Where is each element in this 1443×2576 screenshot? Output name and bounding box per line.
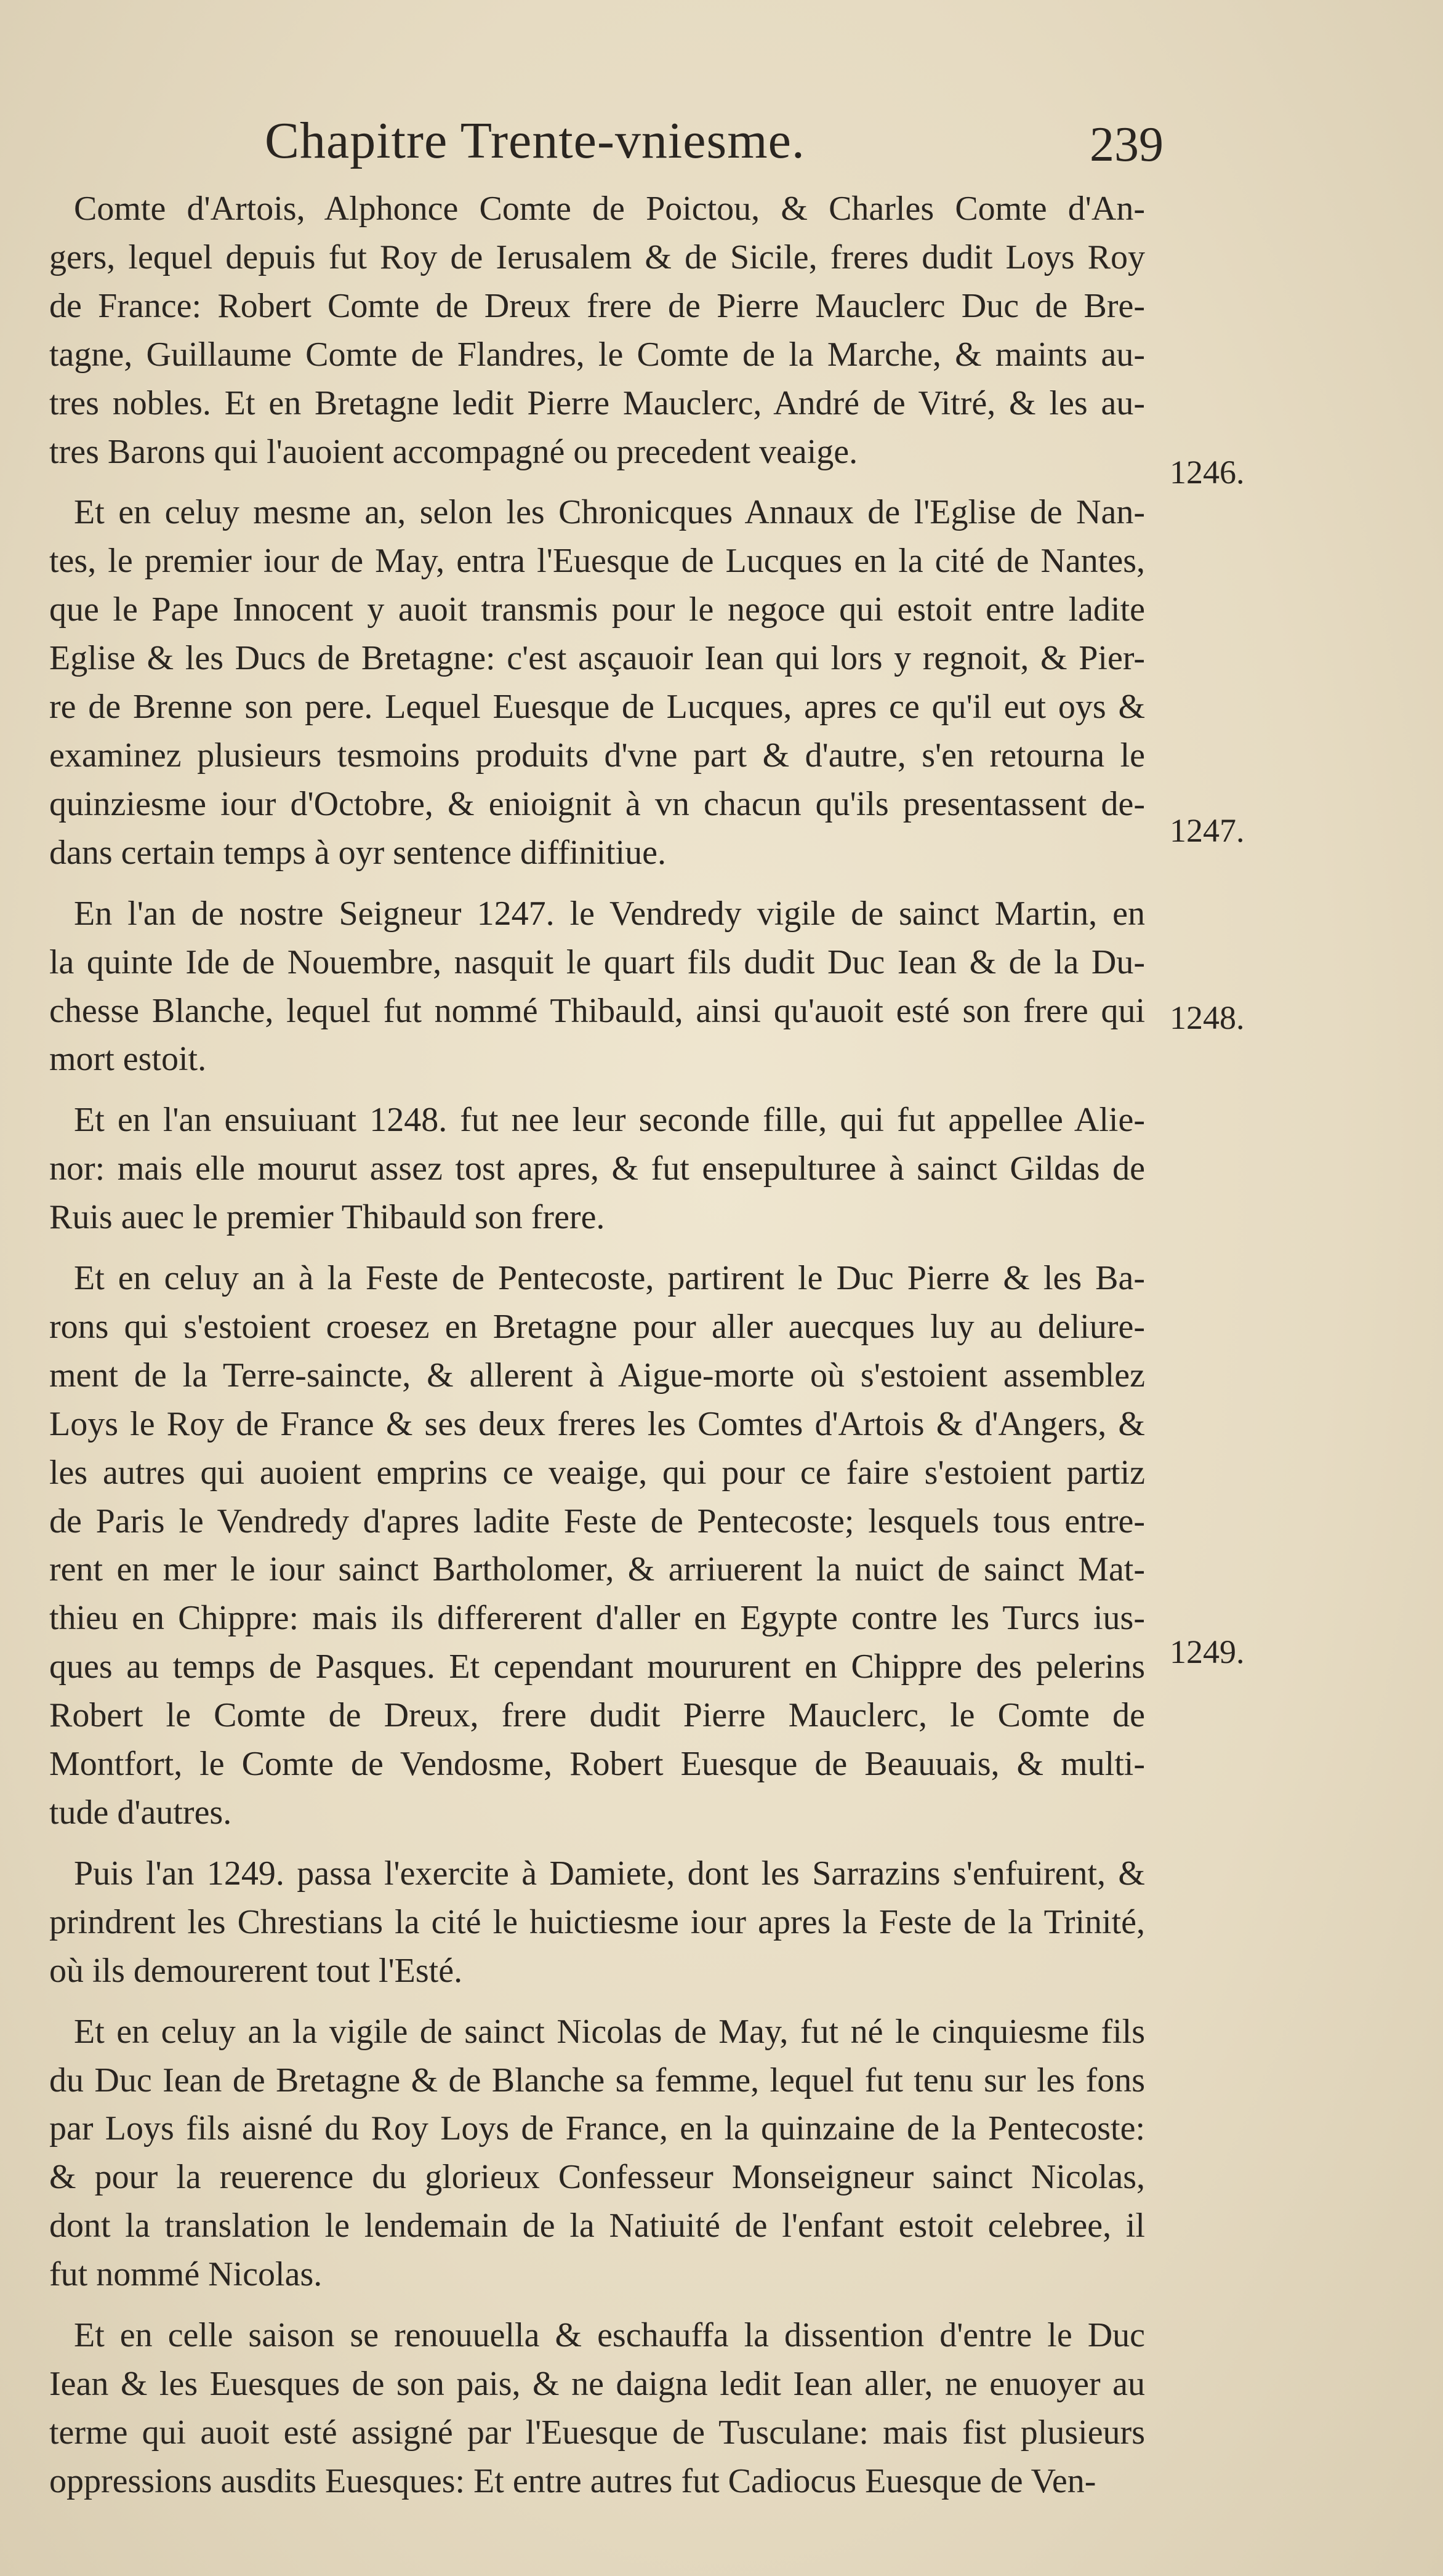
paragraph [49, 890, 1145, 1084]
text-line: tres Barons qui l'auoient accompagné ou precedent veaige. [49, 432, 858, 471]
text-line: oppressions ausdits Euesques: Et entre autres fut Cadiocus Euesque de Ven- [49, 2461, 1096, 2500]
text-line: rons qui s'estoient croesez en Bretagne pour aller auecques luy au deliure- [49, 1307, 1145, 1346]
text-line: dont la translation le lendemain de la Natiuité de l'enfant estoit celebree, il [49, 2207, 1145, 2245]
text-line: rent en mer le iour sainct Bartholomer, & arriuerent la nuict de sainct Mat- [49, 1550, 1145, 1589]
text-line: Iean & les Euesques de son pais, & ne daigna ledit Iean aller, ne enuoyer au [49, 2364, 1145, 2403]
text-line: & pour la reuerence du glorieux Confesseur Monseigneur sainct Nicolas, [49, 2158, 1145, 2197]
text-line: ques au temps de Pasques. Et cependant moururent en Chippre des pelerins [49, 1648, 1145, 1686]
text-line: nor: mais elle mourut assez tost apres, & fut ensepulturee à sainct Gildas de [49, 1149, 1145, 1188]
text-line: mort estoit. [49, 1040, 207, 1079]
text-line: examinez plusieurs tesmoins produits d'vne part & d'autre, s'en retourna le [49, 736, 1145, 775]
margin-date-1248: 1248. [1170, 999, 1245, 1036]
text-line: tude d'autres. [49, 1793, 232, 1832]
main-text [49, 185, 1145, 2518]
paragraph [49, 1096, 1145, 1242]
margin-notes [1170, 0, 1293, 2576]
text-line: de Paris le Vendredy d'apres ladite Feste de Pentecoste; lesquels tous entre- [49, 1502, 1145, 1540]
text-line: dans certain temps à oyr sentence diffinitiue. [49, 833, 666, 872]
text-line: En l'an de nostre Seigneur 1247. le Vendredy vigile de sainct Martin, en [74, 894, 1145, 933]
text-line: du Duc Iean de Bretagne & de Blanche sa femme, lequel fut tenu sur les fons [49, 2061, 1145, 2099]
text-line: quinziesme iour d'Octobre, & enioignit à vn chacun qu'ils presentassent de- [49, 784, 1145, 823]
margin-date-1249: 1249. [1170, 1633, 1245, 1670]
text-line: re de Brenne son pere. Lequel Euesque de Lucques, apres ce qu'il eut oys & [49, 688, 1145, 727]
text-line: la quinte Ide de Nouembre, nasquit le quart fils dudit Duc Iean & de la Du- [49, 943, 1145, 981]
text-line: Et en celuy an la vigile de sainct Nicolas de May, fut né le cinquiesme fils [74, 2012, 1145, 2051]
page-number: 239 [1090, 118, 1164, 172]
text-line: où ils demourerent tout l'Esté. [49, 1951, 463, 1990]
page-header [265, 92, 1164, 185]
text-line: les autres qui auoient emprins ce veaige, qui pour ce faire s'estoient partiz [49, 1453, 1145, 1492]
margin-date-1246: 1246. [1170, 454, 1245, 491]
margin-date-1247: 1247. [1170, 812, 1245, 849]
text-line: tagne, Guillaume Comte de Flandres, le Comte de la Marche, & maints au- [49, 335, 1145, 374]
text-line: Et en celuy an à la Feste de Pentecoste, partirent le Duc Pierre & les Ba- [74, 1259, 1145, 1298]
paragraph [49, 1849, 1145, 1995]
text-line: Puis l'an 1249. passa l'exercite à Damiete, dont les Sarrazins s'enfuirent, & [74, 1854, 1145, 1893]
text-line: Et en l'an ensuiuant 1248. fut nee leur seconde fille, qui fut appellee Alie- [74, 1101, 1145, 1140]
paragraph [49, 2008, 1145, 2299]
text-line: Ruis auec le premier Thibauld son frere. [49, 1198, 605, 1237]
paragraph [49, 185, 1145, 476]
text-line: Montfort, le Comte de Vendosme, Robert Euesque de Beauuais, & multi- [49, 1745, 1145, 1784]
text-line: terme qui auoit esté assigné par l'Euesque de Tusculane: mais fist plusieurs [49, 2413, 1145, 2452]
text-line: Et en celuy mesme an, selon les Chronicques Annaux de l'Eglise de Nan- [74, 493, 1145, 532]
text-line: Comte d'Artois, Alphonce Comte de Poictou, & Charles Comte d'An- [74, 190, 1145, 228]
text-line: ment de la Terre-saincte, & allerent à Aigue-morte où s'estoient assemblez [49, 1356, 1145, 1395]
text-line: fut nommé Nicolas. [49, 2255, 323, 2294]
text-line: Robert le Comte de Dreux, frere dudit Pierre Mauclerc, le Comte de [49, 1696, 1145, 1735]
text-line: tes, le premier iour de May, entra l'Euesque de Lucques en la cité de Nantes, [49, 542, 1145, 581]
text-line: de France: Robert Comte de Dreux frere de Pierre Mauclerc Duc de Bre- [49, 286, 1145, 325]
text-line: thieu en Chippre: mais ils differerent d'aller en Egypte contre les Turcs ius- [49, 1599, 1145, 1638]
paragraph [49, 488, 1145, 877]
text-line: prindrent les Chrestians la cité le huictiesme iour apres la Feste de la Trinité, [49, 1902, 1145, 1941]
running-title: Chapitre Trente-vniesme. [265, 112, 805, 169]
text-line: tres nobles. Et en Bretagne ledit Pierre Mauclerc, André de Vitré, & les au- [49, 384, 1145, 422]
text-line: Eglise & les Ducs de Bretagne: c'est asçauoir Iean qui lors y regnoit, & Pier- [49, 639, 1145, 678]
text-line: Loys le Roy de France & ses deux freres les Comtes d'Artois & d'Angers, & [49, 1404, 1145, 1443]
text-line: gers, lequel depuis fut Roy de Ierusalem & de Sicile, freres dudit Loys Roy [49, 238, 1145, 276]
text-line: que le Pape Innocent y auoit transmis pour le negoce qui estoit entre ladite [49, 590, 1145, 629]
text-line: par Loys fils aisné du Roy Loys de France, en la quinzaine de la Pentecoste: [49, 2109, 1145, 2148]
paragraph [49, 2311, 1145, 2506]
text-line: chesse Blanche, lequel fut nommé Thibauld, ainsi qu'auoit esté son frere qui [49, 991, 1145, 1030]
text-line: Et en celle saison se renouuella & eschauffa la dissention d'entre le Duc [74, 2316, 1145, 2355]
paragraph [49, 1254, 1145, 1837]
